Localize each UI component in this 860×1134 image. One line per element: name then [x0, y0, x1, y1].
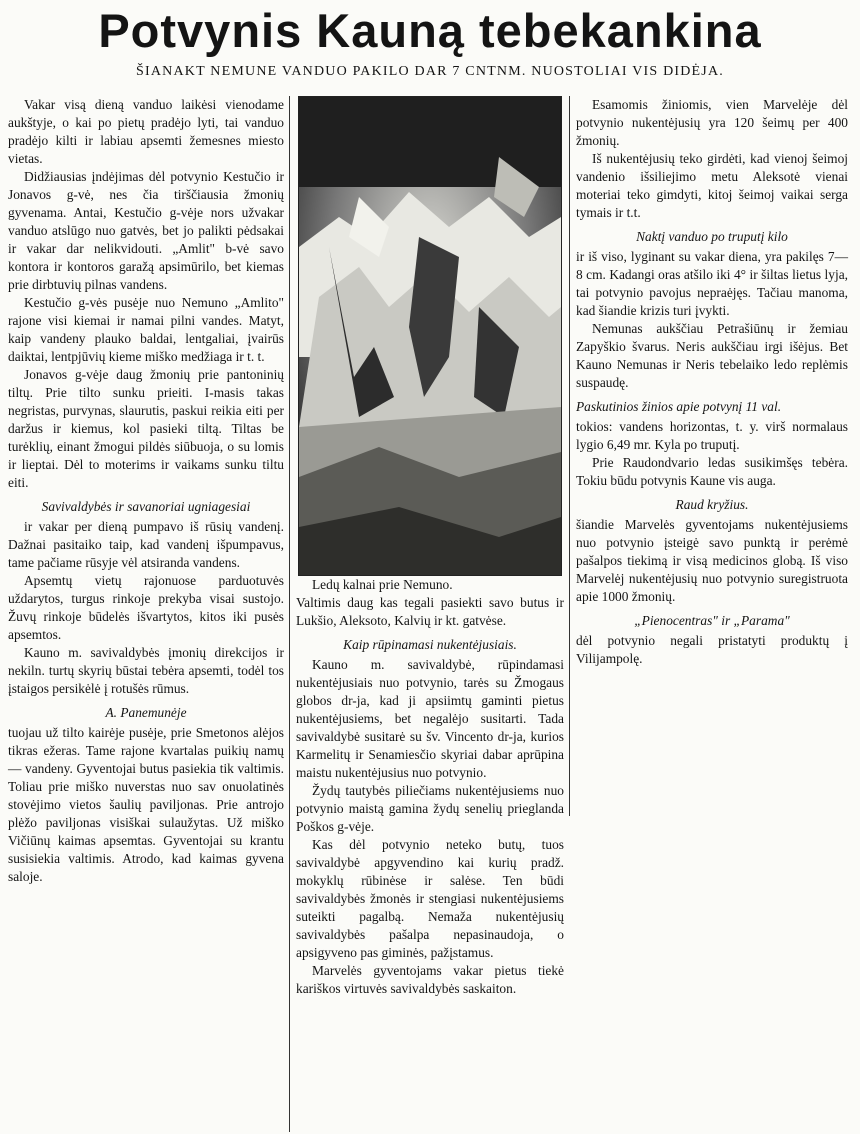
article-column-3 — [576, 96, 848, 668]
ice-hills-photo — [298, 96, 562, 576]
article-column-1 — [8, 96, 284, 886]
paragraph: Didžiausias įndėjimas dėl potvynio Kestučio ir Jonavos g-vė, nes čia tirščiausia žmonių gyvenama. Antai, Kestučio g-vėje nors užvakar vanduo atslūgo nuo gatvės, bet jo palikti pėdsakai ir vakar dar nelikvidouti. „Amlit" b-vė savo kontora ir kontoros garažą apsimūrilo, bet kiemas prie dirbtuvių pilnas vandens. — [8, 169, 284, 292]
paragraph: Prie Raudondvario ledas susikimšęs tebėra. Tokiu būdu potvynis Kaune vis auga. — [576, 455, 848, 488]
paragraph: Jonavos g-vėje daug žmonių prie pantoninių tiltų. Prie tilto sunku prieiti. I-masis takas negristas, purvynas, slaurutis, paskui reikia eiti per daržus ir kiemus, kol pasieki tiltą. Tiltas be turėklių, einant žmogui pildės siūbuoja, o su lomis ir lieptai. Dėl to moterims ir vaikams sunku tiltu eiti. — [8, 367, 284, 490]
section-subheading: A. Panemunėje — [105, 705, 187, 720]
section-subheading: Naktį vanduo po truputį kilo — [636, 229, 788, 244]
paragraph: Nemunas aukščiau Petrašiūnų ir žemiau Zapyškio švarus. Neris aukščiau irgi išėjus. Bet Kauno Nemunas ir Neris tebelaiko ledo replėmis suspaudę. — [576, 321, 848, 390]
paragraph: Kauno m. savivaldybės įmonių direkcijos ir nekiln. turtų skyrių būstai tebėra apsemti, todėl tos įstaigos persikėlė į rotušės rūmus. — [8, 645, 284, 696]
paragraph: Žydų tautybės piliečiams nukentėjusiems nuo potvynio maistą gamina žydų senelių prieglanda Poškos g-vėje. — [296, 783, 564, 834]
paragraph: Kas dėl potvynio neteko butų, tuos savivaldybė apgyvendino kai kurių pradž. mokyklų rūbinėse ir salėse. Ten būdi savivaldybės žmonės ir stengiasi nukentėjusiems suteikti pagalbą. Nemaža nukentėjusių savivaldybės pašalpa nepasinaudoja, o apsigyveno pas giminės, pažįstamus. — [296, 837, 564, 960]
paragraph: Kestučio g-vės pusėje nuo Nemuno „Amlito" rajone visi kiemai ir namai pilni vandes. Matyt, kaip vandeny plauko baldai, lentgaliai, įvairūs daiktai, lentpjūvių kieme miško medžiaga ir t. t. — [8, 295, 284, 364]
paragraph: Iš nukentėjusių teko girdėti, kad vienoj šeimoj vandenio išsiliejimo metu Aleksotė vienai moteriai teko gimdyti, kitoj šeimoj vaikai serga tymais ir t.t. — [576, 151, 848, 220]
paragraph: Valtimis daug kas tegali pasiekti savo butus ir Lukšio, Aleksoto, Kalvių ir kt. gatvėse. — [296, 595, 564, 628]
headline: Potvynis Kauną tebekankina — [98, 4, 762, 57]
photo-caption: Ledų kalnai prie Nemuno. — [312, 577, 453, 592]
section-subheading: Kaip rūpinamasi nukentėjusiais. — [343, 637, 517, 652]
section-subheading: Paskutinios žinios apie potvynį 11 val. — [576, 399, 782, 414]
paragraph: tuojau už tilto kairėje pusėje, prie Smetonos alėjos tikras ežeras. Tame rajone kvartalas puikių namų — vandeny. Gyventojai butus pasiekia tik valtimis. Toliau prie miško nuverstas nuo sav onuolatinės stovėjimo vietos šaulių paviljonas. Prie antrojo plėžo paviljonas visiškai sulaužytas. Už miško Vičiūnų kaimas apsemtas. Gyventojai su krantu susisiekia valtimis. Atrodo, kad kaimas gyvena saloje. — [8, 725, 284, 884]
section-subheading: Savivaldybės ir savanoriai ugniagesiai — [41, 499, 251, 514]
paragraph: ir iš viso, lyginant su vakar diena, yra pakilęs 7—8 cm. Kadangi oras atšilo iki 4° ir šiltas lietus lyja, tai potvynio pavojus nepraėjęs. Tačiau manoma, kad šiandie krizis turi įvykti. — [576, 249, 848, 318]
paragraph: ir vakar per dieną pumpavo iš rūsių vandenį. Dažnai pasitaiko taip, kad vandenį išpumpavus, tame pačiame rūsyje vėl atsiranda vandens. — [8, 519, 284, 570]
section-subheading: „Pienocentras" ir „Parama" — [634, 613, 790, 628]
column-rule-left — [289, 96, 290, 1132]
photo-image — [299, 97, 561, 575]
paragraph: dėl potvynio negali pristatyti produktų į Vilijampolę. — [576, 633, 848, 666]
article-column-2 — [296, 96, 564, 998]
section-subheading: Raud kryžius. — [675, 497, 749, 512]
subheadline: ŠIANAKT NEMUNE VANDUO PAKILO DAR 7 CNTNM. NUOSTOLIAI VIS DIDĖJA. — [136, 64, 724, 79]
column-rule-right — [569, 96, 570, 816]
paragraph: Marvelės gyventojams vakar pietus tiekė kariškos virtuvės savivaldybės saskaiton. — [296, 963, 564, 996]
paragraph: Kauno m. savivaldybė, rūpindamasi nukentėjusiais nuo potvynio, tarės su Žmogaus globos dr-ja, kad ji apsiimtų gaminti pietus nukentėjusiems, bet negalėjo susitarti. Tada savivaldybė susitarė su šv. Vincento dr-ja, kurios Karmelitų ir Senamiesčio skyriai dabar aprūpina maistu nukentėjusius nuo potvynio. — [296, 657, 564, 780]
paragraph: Vakar visą dieną vanduo laikėsi vienodame aukštyje, o kai po pietų pradėjo lyti, tai vanduo pradėjo kilti ir labiau apsemti žemesnes miesto vietas. — [8, 97, 284, 166]
paragraph: šiandie Marvelės gyventojams nukentėjusiems nuo potvynio įsteigė savo punktą ir perėmė pašalpos tiekimą ir visą medicinos globą. Iš viso Marvelėj nukentėjusių nuo potvynio suregistruota apie 1000 žmonių. — [576, 517, 848, 604]
paragraph: Apsemtų vietų rajonuose parduotuvės uždarytos, turgus rinkoje prekyba visai sustojo. Žuvų rinkoje būdelės išvartytos, kitos iki pusės apsemtos. — [8, 573, 284, 642]
paragraph: Esamomis žiniomis, vien Marvelėje dėl potvynio nukentėjusių yra 120 šeimų per 400 žmonių. — [576, 97, 848, 148]
paragraph: tokios: vandens horizontas, t. y. virš normalaus lygio 6,49 mr. Kyla po truputį. — [576, 419, 848, 452]
